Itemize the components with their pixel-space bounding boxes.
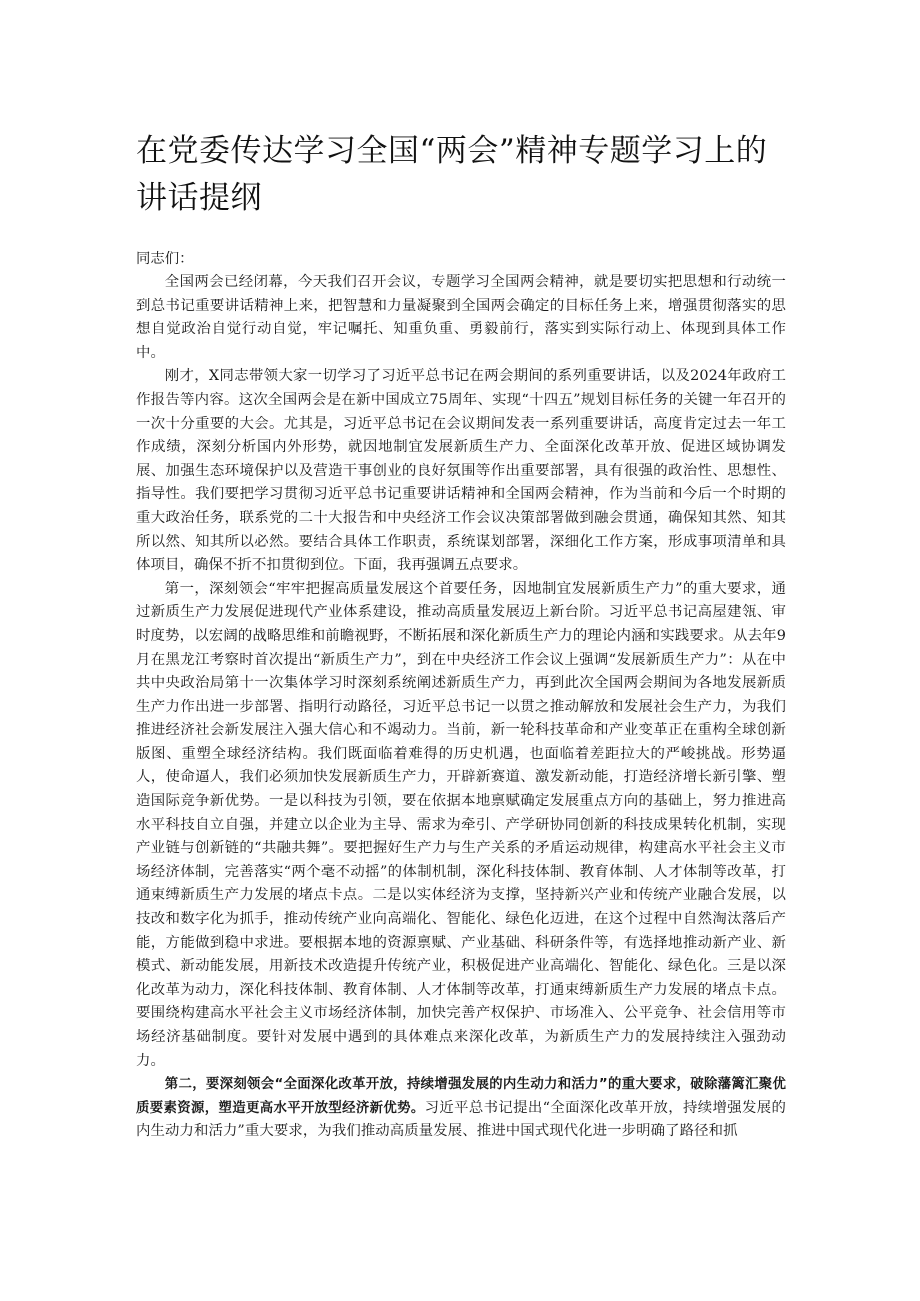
paragraph-point-one: 第一，深刻领会“牢牢把握高质量发展这个首要任务，因地制宜发展新质生产力”的重大要求，通过新质生产力发展促进现代产业体系建设，推动高质量发展迈上新台阶。习近平总书记高屋建瓴、审时度势，以宏阔的战略思维和前瞻视野，不断拓展和深化新质生产力的理论内涵和实践要求。从去年9月在黑龙江考察时首次提出“新质生产力”，到在中央经济工作会议上强调“发展新质生产力”：从在中共中央政治局第十一次集体学习时深刻系统阐述新质生产力，再到此次全国两会期间为各地发展新质生产力作出进一步部署、指明行动路径，习近平总书记一以贯之推动解放和发展社会生产力，为我们推进经济社会新发展注入强大信心和不竭动力。当前，新一轮科技革命和产业变革正在重构全球创新版图、重塑全球经济结构。我们既面临着难得的历史机遇，也面临着差距拉大的严峻挑战。形势逼人，使命逼人，我们必须加快发展新质生产力，开辟新赛道、激发新动能，打造经济增长新引擎、塑造国际竞争新优势。一是以科技为引领，要在依据本地禀赋确定发展重点方向的基础上，努力推进高水平科技自立自强，并建立以企业为主导、需求为牵引、产学研协同创新的科技成果转化机制，实现产业链与创新链的“共融共舞”。要把握好生产力与生产关系的矛盾运动规律，构建高水平社会主义市场经济体制，完善落实“两个毫不动摇”的体制机制，深化科技体制、教育体制、人才体制等改革，打通束缚新质生产力发展的堵点卡点。二是以实体经济为支撑，坚持新兴产业和传统产业融合发展，以技改和数字化为抓手，推动传统产业向高端化、智能化、绿色化迈进，在这个过程中自然淘汰落后产能，方能做到稳中求进。要根据本地的资源禀赋、产业基础、科研条件等，有选择地推动新产业、新模式、新动能发展，用新技术改造提升传统产业，积极促进产业高端化、智能化、绿色化。三是以深化改革为动力，深化科技体制、教育体制、人才体制等改革，打通束缚新质生产力发展的堵点卡点。要围绕构建高水平社会主义市场经济体制，加快完善产权保护、市场准入、公平竞争、社会信用等市场经济基础制度。要针对发展中遇到的具体难点来深化改革，为新质生产力的发展持续注入强劲动力。 [136,580,786,1069]
paragraph-opening: 全国两会已经闭幕，今天我们召开会议，专题学习全国两会精神，就是要切实把思想和行动统一到总书记重要讲话精神上来，把智慧和力量凝聚到全国两会确定的目标任务上来，增强贯彻落实的思想自觉政治自觉行动自觉，牢记嘱托、知重负重、勇毅前行，落实到实际行动上、体现到具体工作中。 [136,274,786,361]
document-title: 在党委传达学习全国“两会”精神专题学习上的讲话提纲 [136,133,768,216]
paragraph-point-two-lead: 第二，要深刻领会“全面深化改革开放，持续增强发展的内生动力和活力”的重大要求，破除藩篱汇聚优质要素资源，塑造更高水平开放型经济新优势。 [136,1077,786,1116]
paragraph-introduction: 刚才，X同志带领大家一切学习了习近平总书记在两会期间的系列重要讲话，以及2024年政府工作报告等内容。这次全国两会是在新中国成立75周年、实现“十四五”规划目标任务的关键一年召开的一次十分重要的大会。尤其是，习近平总书记在会议期间发表一系列重要讲话，高度肯定过去一年工作成绩，深刻分析国内外形势，就因地制宜发展新质生产力、全面深化改革开放、促进区域协调发展、加强生态环境保护以及营造干事创业的良好氛围等作出重要部署，具有很强的政治性、思想性、指导性。我们要把学习贯彻习近平总书记重要讲话精神和全国两会精神，作为当前和今后一个时期的重大政治任务，联系党的二十大报告和中央经济工作会议决策部署做到融会贯通，确保知其然、知其所以然、知其所以必然。要结合具体工作职责，系统谋划部署，深细化工作方案，形成事项清单和具体项目，确保不折不扣贯彻到位。下面，我再强调五点要求。 [136,368,786,574]
salutation: 同志们： [136,251,194,267]
paragraph-point-two [136,1073,786,1144]
document-page [136,128,786,1144]
paragraph-point-two-rest: 习近平总书记提出“全面深化改革开放，持续增强发展的内生动力和活力”重大要求，为我们推动高质量发展、推进中国式现代化进一步明确了路径和抓 [136,1099,786,1140]
